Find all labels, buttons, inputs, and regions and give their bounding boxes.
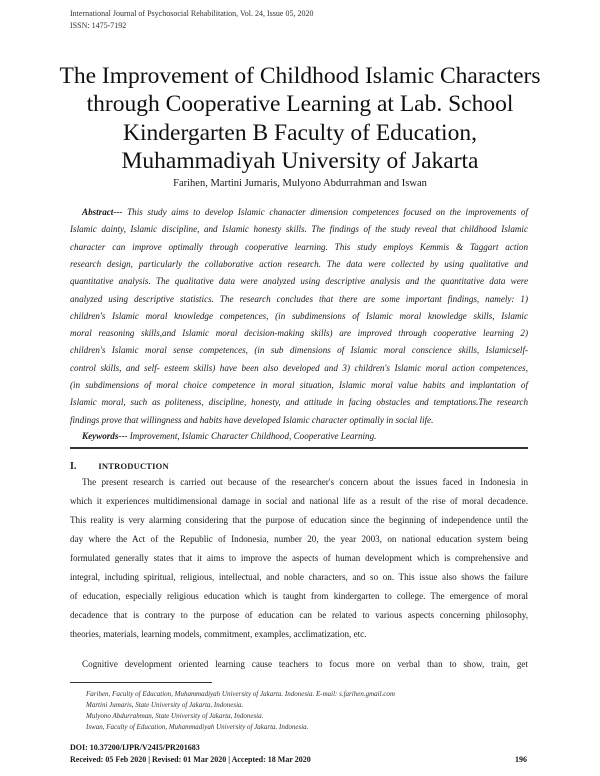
abstract-text: findings prove that willingness and habits have developed Islamic character optimally in social life.: [70, 414, 434, 425]
title-line: through Cooperative Learning at Lab. School: [86, 91, 514, 117]
section-title: INTRODUCTION: [98, 461, 169, 471]
abstract-text: Islamic dainty, Islamic discipline, and Islamic honesty skills. The findings of the study reveal that childhood Islamic: [70, 224, 528, 235]
abstract-line: [70, 295, 528, 304]
issn: ISSN: 1475-7192: [70, 21, 127, 30]
abstract-text: quantitative analysis. The qualitative data were analyzed using descriptive analysis and the quantitative data were: [70, 276, 528, 287]
abstract-line: [70, 225, 528, 234]
keywords: [70, 432, 528, 441]
abstract-text: research design, particularly the collaborative action research. The data were collected by using qualitative and: [70, 258, 528, 269]
title-line: Muhammadiyah University of Jakarta: [121, 148, 479, 174]
paragraph-line: decadence that is contrary to the purpose of education can be related to various aspects concerning philosophy,: [70, 610, 528, 620]
footnote: Mulyono Abdurrahman, State University of Jakarta, Indonesia.: [86, 712, 264, 720]
abstract-line: [70, 416, 528, 425]
paragraph-line: day where the Act of the Republic of Indonesia, number 20, the year 2003, on national education system being: [70, 534, 528, 544]
title-line: The Improvement of Childhood Islamic Characters: [59, 63, 541, 89]
footnote: Farihen, Faculty of Education, Muhammadiyah University of Jakarta. Indonesia. E-mail: s.farihen.gmail.com: [86, 690, 395, 698]
page-number: 196: [515, 755, 527, 764]
paragraph-line: This reality is very alarming considering that the purpose of education since the beginning of independence until the: [70, 515, 528, 525]
section-number: I.: [70, 461, 77, 472]
abstract-line: [70, 312, 528, 321]
dates: Received: 05 Feb 2020 | Revised: 01 Mar 2020 | Accepted: 18 Mar 2020: [70, 755, 311, 764]
abstract-line: [70, 346, 528, 355]
abstract-line: [70, 329, 528, 338]
paragraph-line: of education, especially religious education which is taught from kindergarten to college. The emergence of moral: [70, 591, 528, 601]
section-heading: [70, 461, 169, 472]
abstract-text: analyzed using descriptive statistics. The research concludes that there are some important findings, namely: 1): [70, 293, 528, 304]
journal-header: International Journal of Psychosocial Rehabilitation, Vol. 24, Issue 05, 2020: [70, 9, 314, 18]
abstract-line: [70, 398, 528, 407]
abstract-text: control skills, and self- esteem skills) have been also developed and 3) children's Islamic moral action competences,: [70, 362, 528, 373]
paragraph-line: integral, including spiritual, religious, intellectual, and noble characters, and so on. This issue also shows the failure: [70, 572, 528, 582]
footnote: Iswan, Faculty of Education, Muhammadiyah University of Jakarta. Indonesia.: [86, 723, 309, 731]
abstract-text: children's Islamic moral knowledge competences, (in subdimensions of Islamic moral knowledge skills, Islamic: [70, 310, 528, 321]
abstract-label: Abstract---: [82, 207, 123, 217]
abstract-text: Islamic moral, such as politeness, discipline, honesty, and attitude in facing obstacles and temptations.The research: [70, 397, 528, 408]
keywords-text: Improvement, Islamic Character Childhood, Cooperative Learning.: [127, 431, 377, 441]
abstract-text: This study aims to develop Islamic chanacter dimension competences focused on the improvements of: [122, 207, 528, 217]
abstract-line: [70, 208, 528, 217]
footnote-rule: [70, 682, 212, 683]
paragraph-line: The present research is carried out because of the researcher's concern about the issues faced in Indonesia in: [82, 477, 528, 487]
divider: [70, 447, 528, 449]
abstract-line: [70, 381, 528, 390]
paragraph-line: theories, materials, learning models, commitment, examples, acclimatization, etc.: [70, 629, 367, 639]
abstract-text: (in subdimensions of moral choice competence in moral situation, Islamic moral value habits and implantation of: [70, 380, 528, 390]
doi: DOI: 10.37200/IJPR/V24I5/PR201683: [70, 743, 200, 752]
abstract-line: [70, 260, 528, 269]
abstract-line: [70, 243, 528, 252]
footnote: Martini Jumaris, State University of Jakarta, Indonesia.: [86, 701, 244, 709]
title-line: Kindergarten B Faculty of Education,: [123, 120, 477, 146]
abstract-text: children's Islamic moral sense competences, (in sub dimensions of Islamic moral conscience skills, Islamicself-: [70, 345, 528, 356]
keywords-label: Keywords---: [82, 431, 128, 441]
paragraph-line: which it experiences multidimensional damage in social and national life as a result of the rise of moral decadence.: [70, 496, 528, 506]
authors: Farihen, Martini Jumaris, Mulyono Abdurrahman and Iswan: [173, 178, 427, 189]
abstract-text: character can improve optimally through cooperative learning. This study employs Kemmis & Taggart action: [70, 241, 528, 252]
paragraph-line: formulated generally states that it aims to improve the aspects of human development which is comprehensive and: [70, 553, 528, 563]
abstract-text: moral reasoning skills,and Islamic moral decision-making skills) are improved through cooperative learning 2): [70, 328, 528, 339]
abstract-line: [70, 364, 528, 373]
paragraph-line: Cognitive development oriented learning cause teachers to focus more on verbal than to show, train, get: [82, 659, 528, 669]
abstract-line: [70, 277, 528, 286]
